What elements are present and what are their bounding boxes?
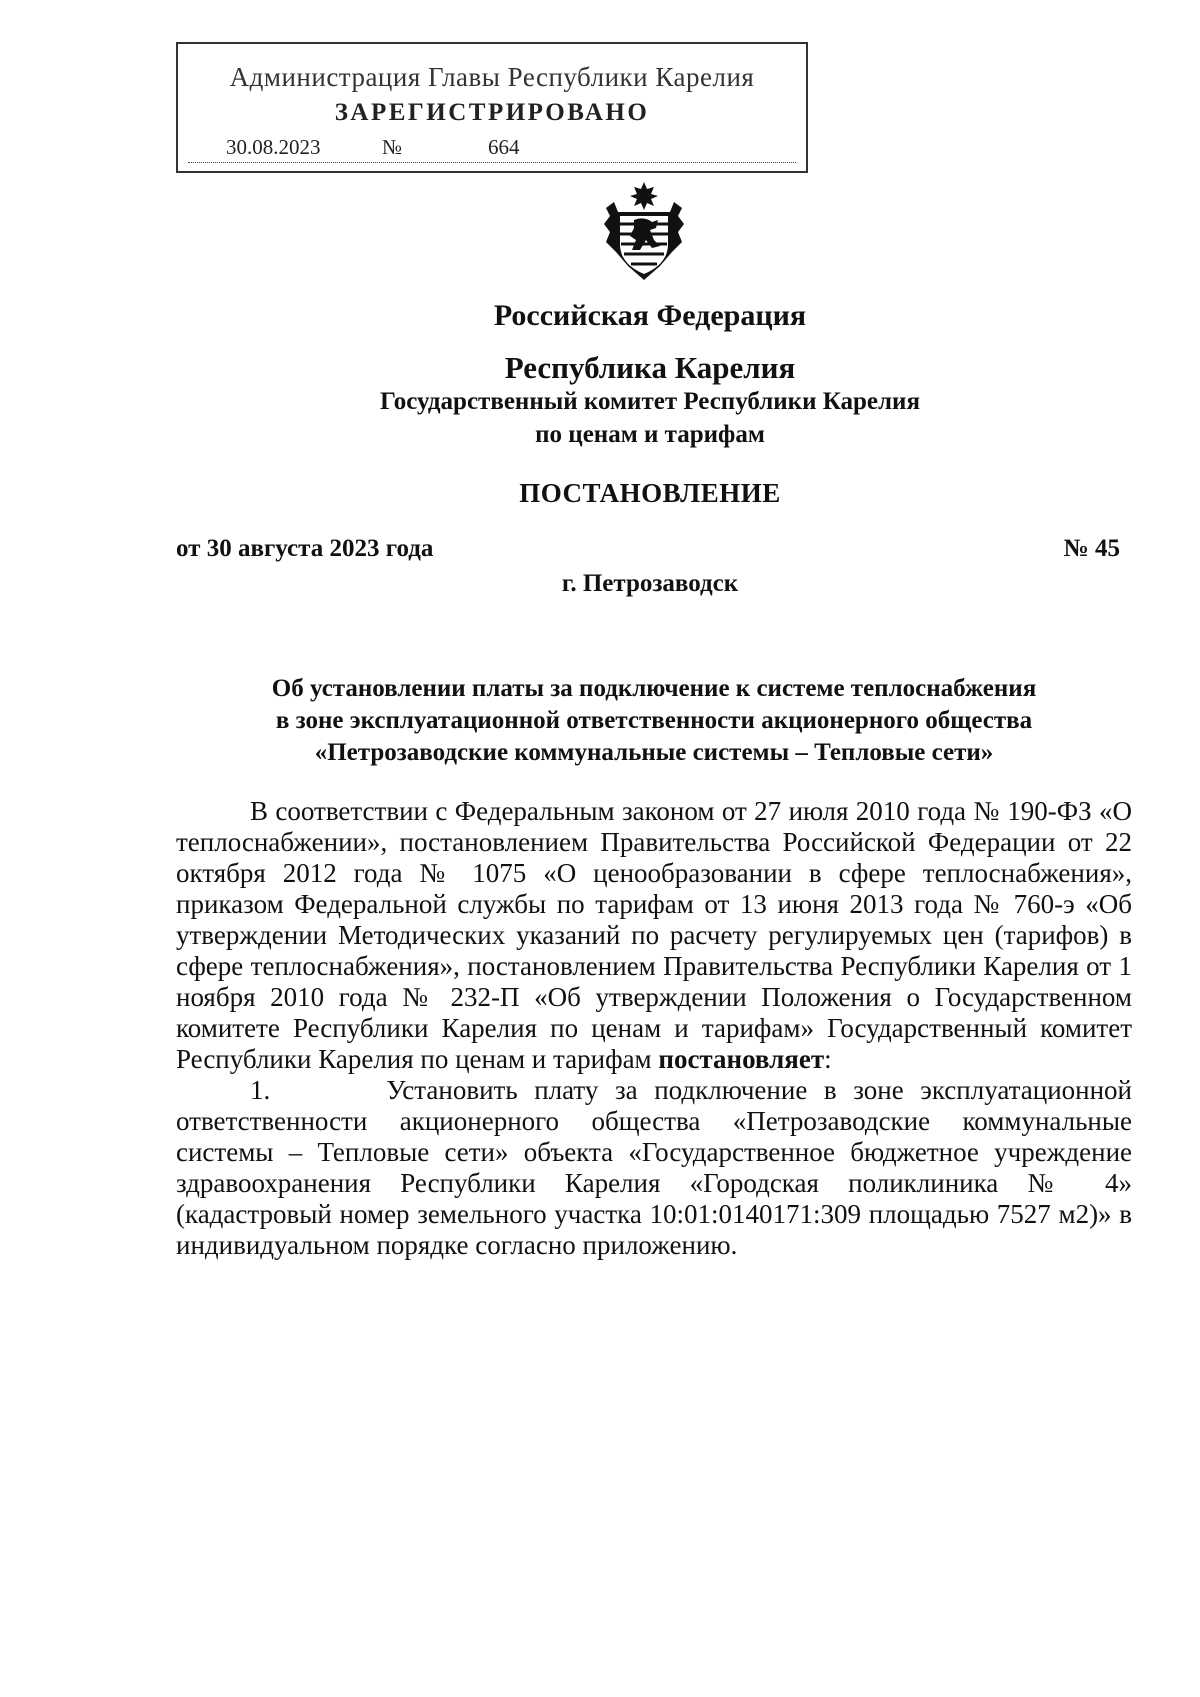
header-federation: Российская Федерация — [493, 299, 807, 332]
item-1-paragraph — [176, 1075, 1132, 1261]
document-city: г. Петрозаводск — [561, 570, 739, 597]
preamble-text: В соответствии с Федеральным законом от 27 июля 2010 года № 190-ФЗ «О теплоснабжении», постановлением Правительства Российской Федерации от 22 октября 2012 года № 1075 «О ценообразовании в сфере теплоснабжения», приказом Федеральной службы по тарифам от 13 июня 2013 года № 760-э «Об утверждении Методических указаний по расчету регулируемых цен (тарифов) в сфере теплоснабжения», постановлением Правительства Республики Карелия от 1 ноября 2010 года № 232-П «Об утверждении Положения о Государственном комитете Республики Карелия по ценам и тарифам» Государственный комитет Республики Карелия по ценам и тарифам — [176, 796, 1132, 1074]
document-body — [176, 796, 1132, 1261]
header-committee-line1: Государственный комитет Республики Карелия — [380, 388, 920, 415]
resolves-colon: : — [824, 1044, 832, 1074]
coat-of-arms-karelia-icon — [600, 180, 688, 282]
document-number: № 45 — [1063, 535, 1120, 562]
stamp-number: 664 — [488, 135, 520, 159]
item-1-number: 1. — [250, 1075, 271, 1105]
document-type: ПОСТАНОВЛЕНИЕ — [519, 478, 781, 508]
resolves-word: постановляет — [658, 1044, 825, 1074]
document-subject — [176, 673, 1132, 769]
document-date: от 30 августа 2023 года — [176, 535, 434, 562]
header-republic: Республика Карелия — [504, 350, 796, 385]
preamble-paragraph — [176, 796, 1132, 1075]
subject-line1: Об установлении платы за подключение к системе теплоснабжения — [271, 675, 1037, 702]
header-committee-line2: по ценам и тарифам — [535, 421, 765, 448]
item-1-text: Установить плату за подключение в зоне эксплуатационной ответственности акционерного общества «Петрозаводские коммунальные системы – Тепловые сети» объекта «Государственное бюджетное учреждение здравоохранения Республики Карелия «Городская поликлиника № 4» (кадастровый номер земельного участка 10:01:0140171:309 площадью 7527 м2)» в индивидуальном порядке согласно приложению. — [176, 1075, 1132, 1260]
stamp-number-sign: № — [382, 135, 403, 159]
subject-line3: «Петрозаводские коммунальные системы – Тепловые сети» — [314, 739, 994, 766]
stamp-status: ЗАРЕГИСТРИРОВАНО — [334, 99, 650, 126]
stamp-date: 30.08.2023 — [226, 135, 321, 159]
stamp-organization: Администрация Главы Республики Карелия — [229, 62, 755, 92]
stamp-underline — [188, 162, 796, 163]
registration-stamp — [176, 42, 808, 173]
subject-line2: в зоне эксплуатационной ответственности акционерного общества — [275, 707, 1033, 734]
